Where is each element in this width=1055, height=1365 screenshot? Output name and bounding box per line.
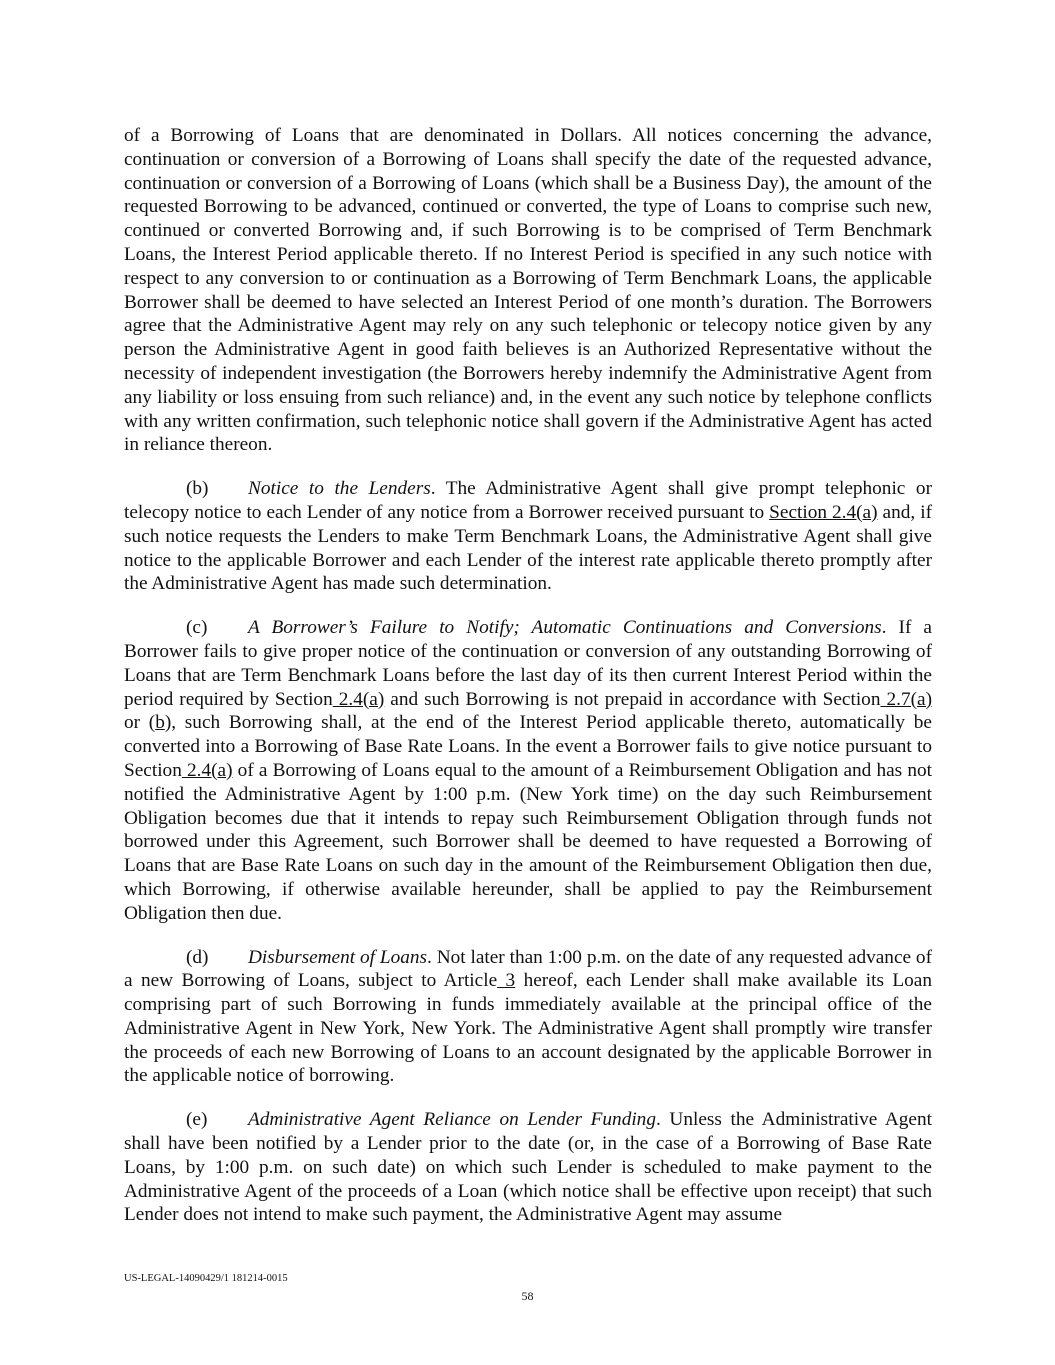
paragraph-text: . If a Borrower fails to give proper notice of the continuation or conversion of any outstanding Borrowing of Loans that are Term Benchmark Loans before the last day of its then current Interest Period within the period required by Section — [124, 617, 932, 710]
paragraph-b — [124, 477, 932, 596]
paragraph-text: and such Borrowing is not prepaid in accordance with Section — [384, 688, 881, 710]
paragraph-text: ), such Borrowing shall, at the end of the Interest Period applicable thereto, automatically be converted into a Borrowing of Base Rate Loans. In the event a Borrower fails to give notice pursuant to Section — [124, 712, 932, 781]
paragraph-marker: (d) — [186, 946, 209, 968]
section-reference: Section 2.4(a) — [769, 501, 878, 523]
paragraph-d — [124, 946, 932, 1089]
paragraph-text: of a Borrowing of Loans that are denominated in Dollars. All notices concerning the advance, continuation or conversion of a Borrowing of Loans shall specify the date of the requested advance, continuation or conversion of a Borrowing of Loans (which shall be a Business Day), the amount of the requested Borrowing to be advanced, continued or converted, the type of Loans to comprise such new, continued or converted Borrowing and, if such Borrowing is to be comprised of Term Benchmark Loans, the Interest Period applicable thereto. If no Interest Period is specified in any such notice with respect to any conversion to or continuation as a Borrowing of Term Benchmark Loans, the applicable Borrower shall be deemed to have selected an Interest Period of one month’s duration. The Borrowers agree that the Administrative Agent may rely on any such telephonic or telecopy notice given by any person the Administrative Agent in good faith believes is an Authorized Representative without the necessity of independent investigation (the Borrowers hereby indemnify the Administrative Agent from any liability or loss ensuing from such reliance) and, in the event any such notice by telephone conflicts with any written confirmation, such telephonic notice shall govern if the Administrative Agent has acted in reliance thereon. — [124, 125, 932, 456]
paragraph-heading: Disbursement of Loans — [248, 946, 427, 968]
section-reference: 2.4(a) — [181, 759, 233, 781]
paragraph-marker: (c) — [186, 617, 208, 639]
document-body — [124, 124, 932, 1247]
paragraph-marker: (e) — [186, 1109, 208, 1131]
paragraph-e — [124, 1108, 932, 1227]
paragraph-text: hereof, each Lender shall make available its Loan comprising part of such Borrowing in funds immediately available at the principal office of the Administrative Agent in New York, New York. The Administrative Agent shall promptly wire transfer the proceeds of each new Borrowing of Loans to an account designated by the applicable Borrower in the applicable notice of borrowing. — [124, 970, 932, 1087]
paragraph-continued — [124, 124, 932, 457]
paragraph-c — [124, 616, 932, 925]
section-reference: b — [155, 712, 165, 734]
paragraph-text: and, if such notice requests the Lenders to make Term Benchmark Loans, the Administrative Agent shall give notice to the applicable Borrower and each Lender of the interest rate applicable thereto promptly after the Administrative Agent has made such determination. — [124, 501, 932, 595]
document-id: US-LEGAL-14090429/1 181214-0015 — [124, 1273, 288, 1284]
section-reference: 2.7(a) — [880, 688, 933, 710]
paragraph-marker: (b) — [186, 478, 209, 500]
paragraph-text: of a Borrowing of Loans equal to the amount of a Reimbursement Obligation and has not notified the Administrative Agent by 1:00 p.m. (New York time) on the day such Reimbursement Obligation becomes due that it intends to repay such Reimbursement Obligation through funds not borrowed under this Agreement, such Borrower shall be deemed to have requested a Borrowing of Loans that are Base Rate Loans on such day in the amount of the Reimbursement Obligation then due, which Borrowing, if otherwise available hereunder, shall be applied to pay the Reimbursement Obligation then due. — [124, 759, 932, 924]
paragraph-text: . The Administrative Agent shall give prompt telephonic or telecopy notice to each Lender of any notice from a Borrower received pursuant to — [124, 478, 932, 523]
article-reference: 3 — [497, 970, 516, 992]
page-number: 58 — [521, 1289, 534, 1303]
paragraph-text: . Unless the Administrative Agent shall have been notified by a Lender prior to the date (or, in the case of a Borrowing of Base Rate Loans, by 1:00 p.m. on such date) on which such Lender is scheduled to make payment to the Administrative Agent of the proceeds of a Loan (which notice shall be effective upon receipt) that such Lender does not intend to make such payment, the Administrative Agent may assume — [124, 1109, 932, 1226]
paragraph-text: or ( — [124, 712, 156, 734]
paragraph-heading: Administrative Agent Reliance on Lender Funding — [248, 1109, 656, 1131]
paragraph-heading: A Borrower’s Failure to Notify; Automatic Continuations and Conversions — [248, 617, 882, 639]
section-reference: 2.4(a) — [332, 688, 385, 710]
paragraph-text: . Not later than 1:00 p.m. on the date of any requested advance of a new Borrowing of Loans, subject to Article — [124, 946, 932, 992]
paragraph-heading: Notice to the Lenders — [248, 478, 431, 500]
